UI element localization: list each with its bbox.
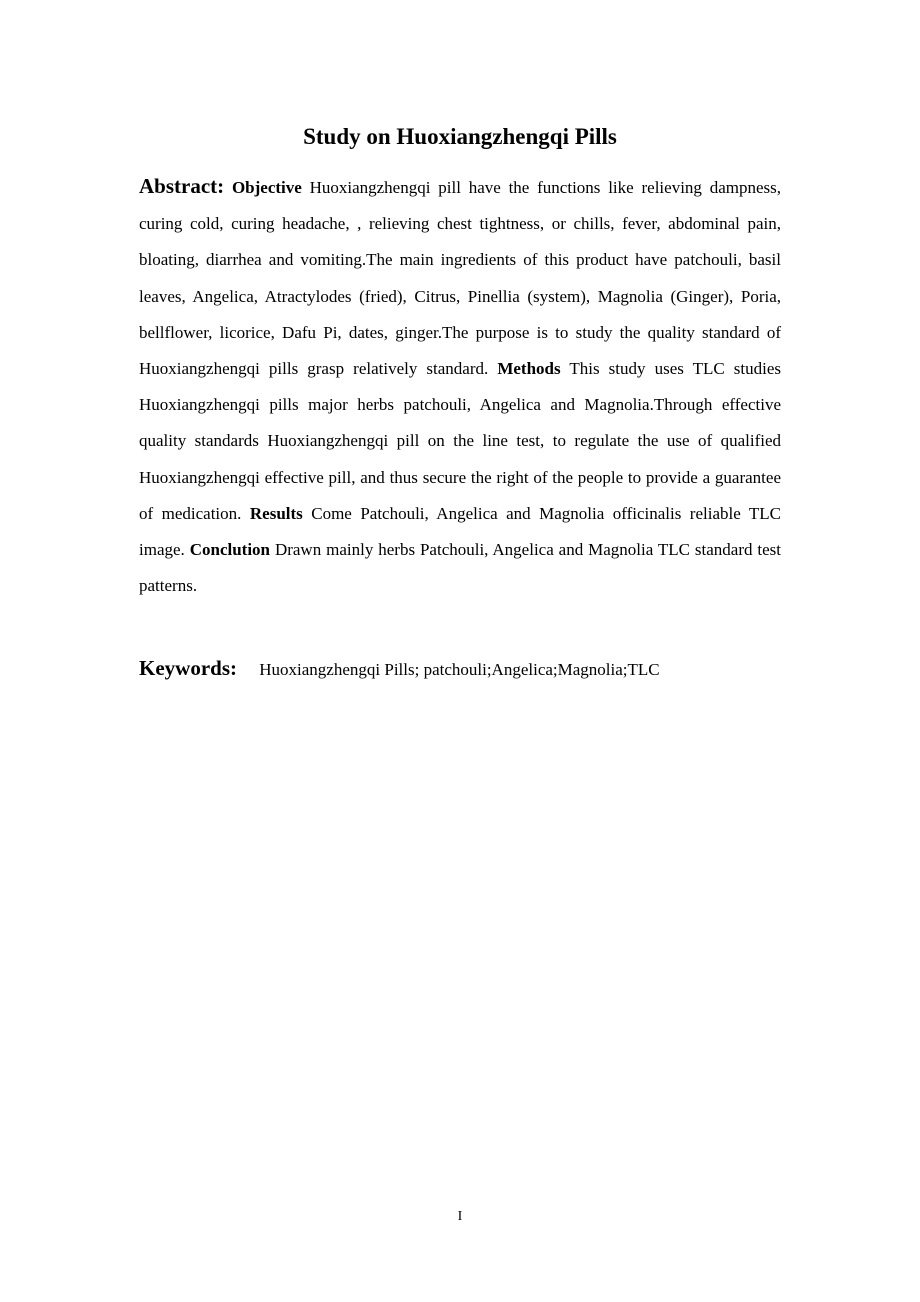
page-number: I — [457, 1209, 463, 1224]
abstract-heading: Abstract: — [139, 174, 225, 198]
keywords-line — [139, 650, 839, 688]
methods-text: This study uses TLC studies Huoxiangzhengqi pills major herbs patchouli, Angelica and Magnolia.Through effective quality standards Huoxiangzhengqi pill on the line test, to regulate the use of qualified Huoxiangzhengqi effective pill, and thus secure the right of the people to provide a guarantee of medication. — [139, 359, 782, 523]
objective-text: Huoxiangzhengqi pill have the functions like relieving dampness, curing cold, curing headache, , relieving chest tightness, or chills, fever, abdominal pain, bloating, diarrhea and vomiting.The main ingredients of this product have patchouli, basil leaves, Angelica, Atractylodes (fried), Citrus, Pinellia (system), Magnolia (Ginger), Poria, bellflower, licorice, Dafu Pi, dates, ginger.The purpose is to study the quality standard of Huoxiangzhengqi pills grasp relatively standard. — [139, 178, 782, 379]
objective-label: Objective — [231, 178, 302, 197]
results-label: Results — [249, 503, 303, 523]
paper-title: Study on Huoxiangzhengqi Pills — [303, 124, 617, 149]
keywords-text: Huoxiangzhengqi Pills; patchouli;Angelica;Magnolia;TLC — [259, 660, 660, 679]
conclusion-text: Drawn mainly herbs Patchouli, Angelica and Magnolia TLC standard test patterns. — [139, 540, 782, 596]
methods-label: Methods — [497, 359, 561, 379]
keywords-heading: Keywords: — [139, 656, 237, 680]
abstract-paragraph — [139, 168, 781, 604]
conclusion-label: Conclution — [189, 540, 271, 560]
results-text: Come Patchouli, Angelica and Magnolia officinalis reliable TLC image. — [139, 503, 782, 560]
